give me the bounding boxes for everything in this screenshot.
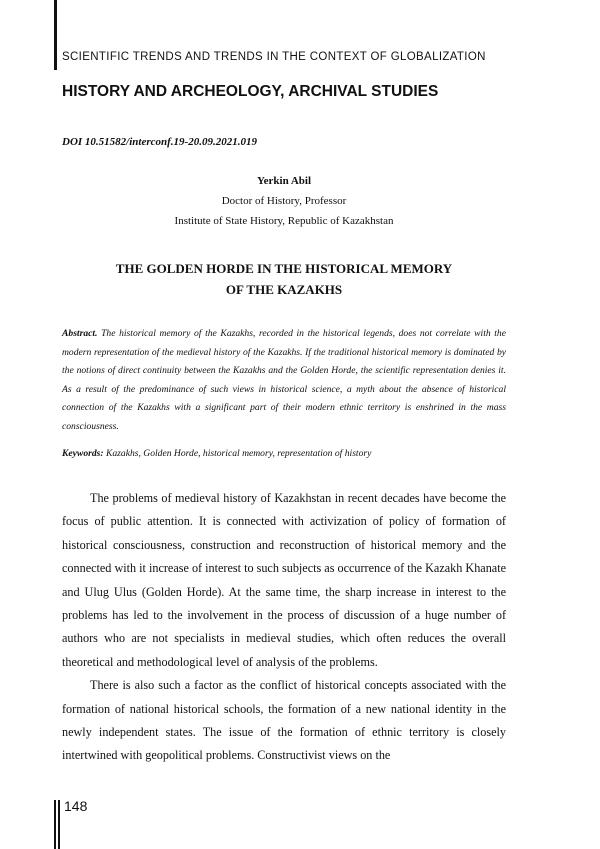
doi-line: DOI 10.51582/interconf.19-20.09.2021.019 xyxy=(62,136,257,148)
abstract xyxy=(62,325,506,436)
footer-rule-right xyxy=(58,800,60,849)
author-name: Yerkin Abil xyxy=(256,175,312,187)
abstract-text: The historical memory of the Kazakhs, recorded in the historical legends, does not correlate with the modern representation of the medieval history of the Kazakhs. If the traditional historical memory is dominated by the notions of direct continuity between the Kazakhs and the Golden Horde, the scientific representation denies it. As a result of the predominance of such views in historical science, a myth about the absence of historical connection of the Kazakhs with a significant part of their modern ethnic territory is enshrined in the mass consciousness. xyxy=(62,328,506,432)
header-rule xyxy=(54,0,57,70)
body-paragraph-2: There is also such a factor as the conflict of historical concepts associated with the formation of national historical schools, the formation of a new national identity in the newly independent states. The issue of the formation of ethnic territory is closely intertwined with geopolitical problems. Constructivist views on the xyxy=(62,678,506,763)
article-title-line1: THE GOLDEN HORDE IN THE HISTORICAL MEMORY xyxy=(115,261,453,276)
abstract-label: Abstract. xyxy=(62,328,98,339)
body-paragraph-1: The problems of medieval history of Kazakhstan in recent decades have become the focus of public attention. It is connected with activization of policy of formation of historical consciousness, construction and reconstruction of historical memory and the connected with it increase of interest to such subjects as occurrence of the Kazakh Khanate and Ulug Ulus (Golden Horde). At the same time, the sharp increase in interest to the problems has led to the involvement in the process of discussion of a huge number of authors who are not specialists in medieval studies, which often reduces the overall theoretical and methodological level of analysis of the problems. xyxy=(62,491,506,669)
keywords-text: Kazakhs, Golden Horde, historical memory, representation of history xyxy=(105,448,372,459)
footer-rule-left xyxy=(54,800,56,849)
keywords-label: Keywords: xyxy=(62,448,104,459)
keywords xyxy=(62,445,506,464)
article-title-line2: OF THE KAZAKHS xyxy=(225,282,343,297)
page-number: 148 xyxy=(64,798,88,814)
article-body xyxy=(62,487,506,768)
author-institution: Institute of State History, Republic of Kazakhstan xyxy=(174,215,394,227)
author-degree: Doctor of History, Professor xyxy=(221,195,347,207)
journal-title: SCIENTIFIC TRENDS AND TRENDS IN THE CONTEXT OF GLOBALIZATION xyxy=(62,51,486,63)
section-title: HISTORY AND ARCHEOLOGY, ARCHIVAL STUDIES xyxy=(62,83,439,100)
